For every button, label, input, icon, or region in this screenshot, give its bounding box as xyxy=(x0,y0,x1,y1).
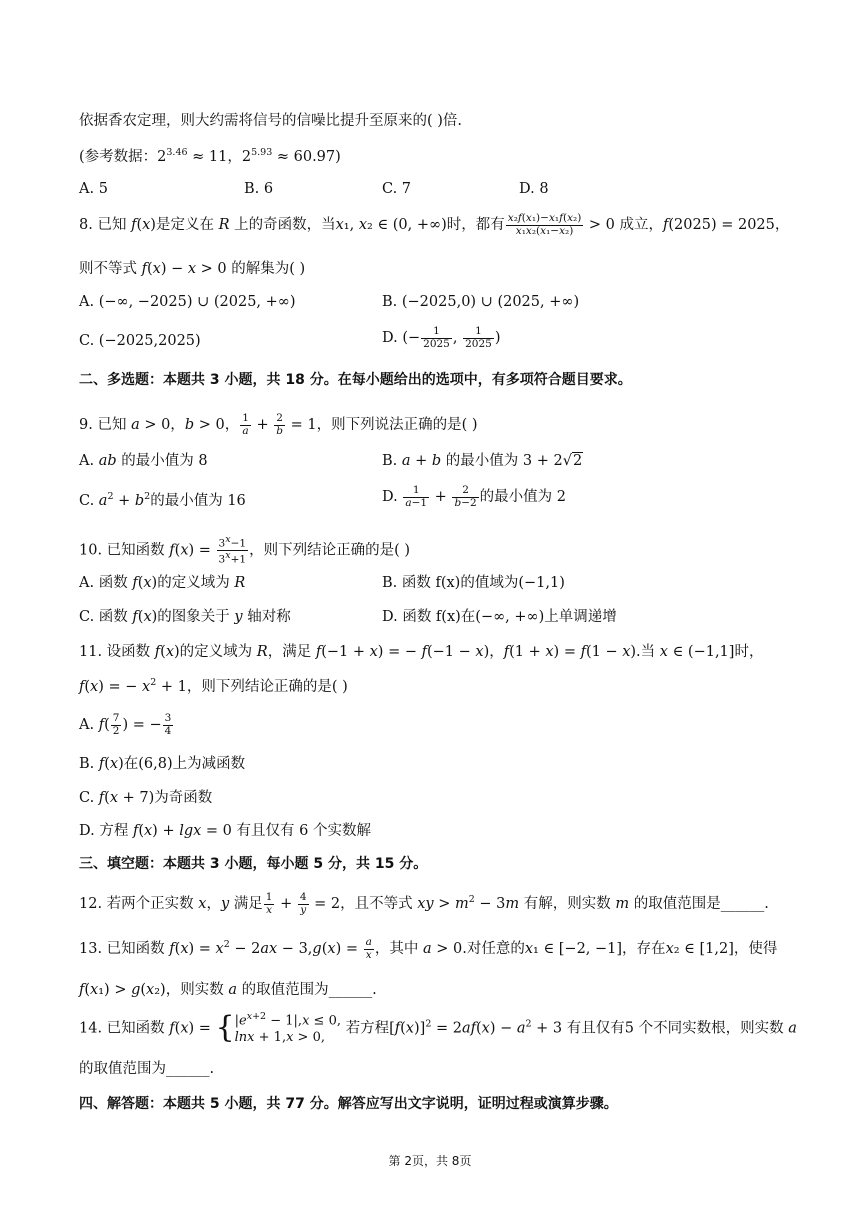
q7-text-span: 依据香农定理，则大约需将信号的信噪比提升至原来的( )倍. xyxy=(79,113,463,129)
q8-option-b: B. (−2025,0) ∪ (2025, +∞) xyxy=(382,294,580,310)
q14-line1: 14. 已知函数 $f(x) = \{|e^{x+2} - 1|,x \le 0$, lnx + 1,x > 0, 若方程$[f(x)]^2 = 2af(x) - a^2 + 3$ 有且仅有5 个不同实数根，则实数 a xyxy=(79,1010,797,1046)
q9-line: 9. 已知 a > 0，b > 0， $\frac{1}{a}$ + $\frac{2}{b}$ = 1，则下列说法正确的是( ) xyxy=(79,412,478,437)
q8-option-c: C. (−2025,2025) xyxy=(79,333,201,349)
q8-line2: 则不等式 f(x) − x > 0 的解集为( ) xyxy=(79,261,306,277)
q7-option-a: A. 5 xyxy=(79,181,108,197)
q9-option-d: D. $\frac{1}{a-1}$ + $\frac{2}{b-2}$ 的最小值为 2 xyxy=(382,484,567,509)
section-2-heading: 二、多选题：本题共 3 小题，共 18 分。在每小题给出的选项中，有多项符合题目要求。 xyxy=(79,372,632,388)
q11-option-c: C. f(x + 7)为奇函数 xyxy=(79,790,213,806)
q11-option-d: D. 方程 f(x) + lgx = 0 有且仅有 6 个实数解 xyxy=(79,823,371,839)
q12-line: 12. 若两个正实数 x，y 满足 $\frac{1}{x}$ + $\frac{4}{y}$ = 2，且不等式 xy > $m^2 - 3m$ 有解，则实数 m 的取值范围是______. xyxy=(79,891,769,916)
q9-option-a: A. ab 的最小值为 8 xyxy=(79,453,208,469)
q7-option-d: D. 8 xyxy=(519,181,549,197)
q7-option-c: C. 7 xyxy=(382,181,412,197)
q7-text xyxy=(79,114,462,129)
q10-option-b: B. 函数 f(x)的值域为(−1,1) xyxy=(382,575,565,591)
q7-option-b: B. 6 xyxy=(244,181,274,197)
page-footer: 第 2页，共 8页 xyxy=(388,1154,472,1168)
q14-line2: 的取值范围为______. xyxy=(79,1061,215,1077)
q13-line1: 13. 已知函数 $f(x) = x^2 - 2ax - 3,g(x)$ = $\frac{a}{x}$ ，其中 a > 0.对任意的x₁ ∈ [−2, −1]，存在x₂ ∈ [1,2]，使得 xyxy=(79,936,778,961)
q7-ref: (参考数据：$2^{3.46} \approx 11$，$2^{5.93} \approx 60.97$) xyxy=(79,147,341,165)
q11-line1: 11. 设函数 f(x)的定义域为 R，满足 f(−1 + x) = − f(−1 − x)，f(1 + x) = f(1 − x).当 x ∈ (−1,1]时， xyxy=(79,644,764,660)
q8-line1: 8. 已知 f(x)是定义在 R 上的奇函数，当x₁, x₂ ∈ (0, +∞)时，都有 $\frac{\text{x₂f(x₁)−x₁f(x₂)}}{\text{x₁x₂(x₁−x₂)}}$ > 0 成立，f(2025) = 2025， xyxy=(79,212,790,237)
q8-option-d: D. (− $\frac{1}{2025}$ , $\frac{1}{2025}$ ) xyxy=(382,325,501,350)
q9-option-c: C. $a^2 + b^2$的最小值为 16 xyxy=(79,491,246,509)
q10-option-c: C. 函数 f(x)的图象关于 y 轴对称 xyxy=(79,609,291,625)
q11-option-b: B. f(x)在(6,8)上为减函数 xyxy=(79,756,246,772)
q11-line2: f(x) = − $x^2 + 1$，则下列结论正确的是( ) xyxy=(79,677,348,695)
q8-option-a: A. (−∞, −2025) ∪ (2025, +∞) xyxy=(79,294,296,310)
section-3-heading: 三、填空题：本题共 3 小题，每小题 5 分，共 15 分。 xyxy=(79,856,428,872)
q10-line: 10. 已知函数 f(x) = $\frac{3^x-1}{3^x+1}$ ，则下列结论正确的是( ) xyxy=(79,534,411,566)
q10-option-d: D. 函数 f(x)在(−∞, +∞)上单调递增 xyxy=(382,609,617,625)
q13-line2: f(x₁) > g(x₂)，则实数 a 的取值范围为______. xyxy=(79,982,377,998)
section-4-heading: 四、解答题：本题共 5 小题，共 77 分。解答应写出文字说明，证明过程或演算步骤。 xyxy=(79,1096,618,1112)
q10-option-a: A. 函数 f(x)的定义域为 R xyxy=(79,575,246,591)
q9-option-b: B. a + b 的最小值为 3 + 2√2 xyxy=(382,453,583,469)
q11-option-a: A. f( $\frac{7}{2}$ ) = − $\frac{3}{4}$ xyxy=(79,712,172,737)
